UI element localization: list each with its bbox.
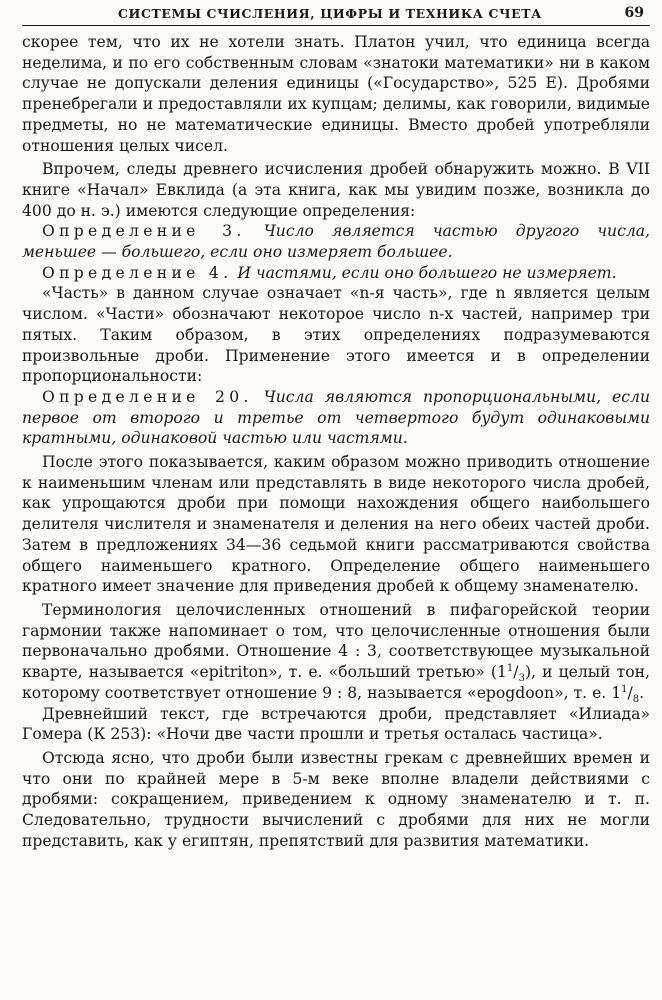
definition-text: Число является частью другого числа, меньшее — большего, если оно измеряет большее.: [22, 222, 650, 262]
definition-text: И частями, если оно большего не измеряет.: [237, 263, 617, 282]
running-header: [22, 4, 650, 26]
definition-4: [22, 263, 650, 284]
fraction-numerator: 1: [621, 683, 628, 695]
definition-label: Определение 4.: [42, 263, 233, 282]
definition-3: [22, 221, 650, 262]
fraction-numerator: 1: [506, 662, 514, 674]
definition-label: Определение 20.: [42, 387, 253, 406]
page-number: 69: [624, 5, 644, 21]
paragraph-harmony: Терминология целочисленных отношений в пифагорейской теории гармонии также напоминает о том, что целочисленные отношения были первоначально дробями. Отношение 4 : 3, соответствующее музыкальной кварте, называется «epitriton», т. е. «больший третью» $(1^1/_3)$, и целый тон, которому соответствует отношение 9 : 8, называется «epogdoon», т. е. $1^1/_8$.: [22, 600, 651, 705]
paragraph: Впрочем, следы древнего исчисления дробей обнаружить можно. В VII книге «Начал» Евклида (а эта книга, как мы увидим позже, возникла до 400 до н. э.) имеются следующие определения:: [22, 160, 650, 220]
definition-20: [22, 387, 650, 449]
text-run: .: [639, 683, 645, 702]
body-text: [22, 32, 650, 851]
paragraph: Древнейший текст, где встречаются дроби, представляет «Илиада» Гомера (К 253): «Ночи две части прошли и третья осталась частица».: [22, 704, 650, 744]
paragraph: «Часть» в данном случае означает «n-я часть», где n является целым числом. «Части» обозначают некоторое число n-х частей, например три пятых. Таким образом, в этих определениях подразумеваются произвольные дроби. Применение этого имеется и в определении пропорциональности:: [22, 284, 650, 386]
running-title: СИСТЕМЫ СЧИСЛЕНИЯ, ЦИФРЫ И ТЕХНИКА СЧЕТА: [118, 6, 542, 21]
fraction-denominator: 8: [632, 693, 640, 705]
paragraph: Отсюда ясно, что дроби были известны грекам с древнейших времен и что они по крайней мере в 5-м веке вполне владели действиями с дробями: сокращением, приведением к одному знаменателю и т. п. Следовательно, трудности вычислений с дробями для них не могли представить, как у египтян, препятствий для развития математики.: [22, 748, 650, 850]
paragraph: скорее тем, что их не хотели знать. Платон учил, что единица всегда неделима, и по его собственным словам «знатоки математики» ни в каком случае не допускали деления единицы («Государство», 525 Е). Дробями пренебрегали и предоставляли их купцам; делимы, как говорили, видимые предметы, но не математические единицы. Вместо дробей употребляли отношения целых чисел.: [22, 33, 650, 155]
fraction-denominator: 3: [518, 673, 525, 685]
definition-label: Определение 3.: [42, 222, 246, 241]
text-run: Терминология целочисленных отношений в пифагорейской теории гармонии также напоминает о том, что целочисленные отношения были первоначально дробями. Отношение 4 : 3, соответствующее музыкальной кварте, называется «epitriton», т. е. «больший третью» (1: [22, 600, 650, 682]
text-run: ), и целый тон, которому соответствует отношение 9 : 8, называется «epogdoon», т. е. 1: [22, 663, 651, 702]
definition-text: Числа являются пропорциональными, если первое от второго и третье от четвертого будут одинаковыми кратными, одинаковой частью или частями.: [22, 387, 650, 448]
paragraph: После этого показывается, каким образом можно приводить отношение к наименьшим членам или представлять в виде некоторого числа дробей, как упрощаются дроби при помощи нахождения общего наибольшего делителя числителя и знаменателя и деления на него обеих частей дроби. Затем в предложениях 34—36 седьмой книги рассматриваются свойства общего наименьшего кратного. Определение общего наименьшего кратного имеет значение для приведения дробей к общему знаменателю.: [22, 453, 650, 596]
